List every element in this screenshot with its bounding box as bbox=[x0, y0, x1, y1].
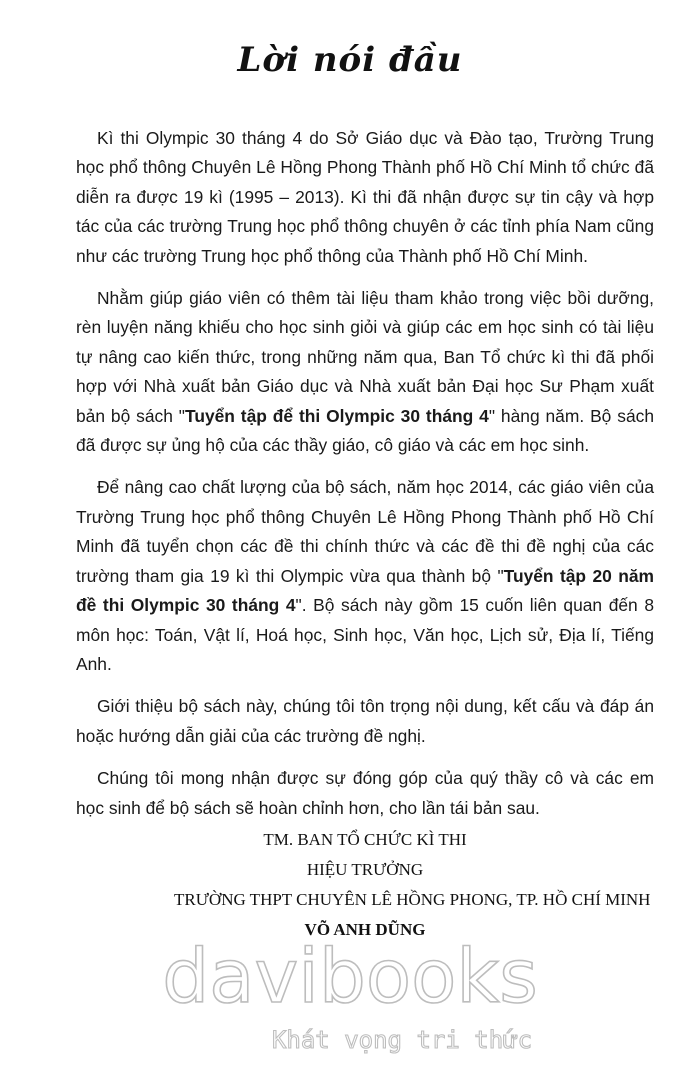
watermark-logo bbox=[140, 930, 560, 1070]
paragraph-2 bbox=[76, 284, 654, 460]
signature-title: HIỆU TRƯỞNG bbox=[306, 860, 424, 879]
preface-body bbox=[76, 124, 654, 836]
book-collection-title: Tuyển tập 20 năm đề thi Olympic 30 tháng 4 bbox=[76, 565, 654, 616]
signature-block bbox=[140, 825, 651, 945]
paragraph-1: Kì thi Olympic 30 tháng 4 do Sở Giáo dục và Đào tạo, Trường Trung học phổ thông Chuyên Lê Hồng Phong Thành phố Hồ Chí Minh tổ chức đã diễn ra được 19 kì (1995 – 2013). Kì thi đã nhận được sự tin cậy và hợp tác của các trường Trung học phổ thông chuyên ở các tỉnh phía Nam cũng như các trường Trung học phổ thông của Thành phố Hồ Chí Minh. bbox=[76, 128, 654, 266]
paragraph-4: Giới thiệu bộ sách này, chúng tôi tôn trọng nội dung, kết cấu và đáp án hoặc hướng dẫn giải của các trường đề nghị. bbox=[76, 696, 654, 746]
signature-name: VÕ ANH DŨNG bbox=[304, 920, 426, 939]
signature-school: TRƯỜNG THPT CHUYÊN LÊ HỒNG PHONG, TP. HỒ CHÍ MINH bbox=[174, 890, 651, 909]
paragraph-5: Chúng tôi mong nhận được sự đóng góp của quý thầy cô và các em học sinh để bộ sách sẽ hoàn chỉnh hơn, cho lần tái bản sau. bbox=[76, 768, 654, 818]
paragraph-3-text-start: Để nâng cao chất lượng của bộ sách, năm học 2014, các giáo viên của Trường Trung học phổ thông Chuyên Lê Hồng Phong Thành phố Hồ Chí Minh đã tuyển chọn các đề thi chính thức và các đề thi đề nghị của các trường tham gia 19 kì thi Olympic vừa qua thành bộ " bbox=[76, 477, 654, 586]
paragraph-3-text-end: ". Bộ sách này gồm 15 cuốn liên quan đến 8 môn học: Toán, Vật lí, Hoá học, Sinh học, Văn học, Lịch sử, Địa lí, Tiếng Anh. bbox=[76, 595, 654, 674]
paragraph-3 bbox=[76, 473, 654, 679]
watermark-tagline-text: Khát vọng tri thức bbox=[271, 1026, 533, 1054]
signature-committee: TM. BAN TỔ CHỨC KÌ THI bbox=[263, 830, 467, 849]
book-series-title: Tuyển tập để thi Olympic 30 tháng 4 bbox=[184, 405, 489, 426]
page-title: Lời nói đầu bbox=[237, 40, 463, 80]
paragraph-2-text-end: " hàng năm. Bộ sách đã được sự ủng hộ của các thầy giáo, cô giáo và các em học sinh. bbox=[76, 405, 654, 456]
paragraph-2-text-start: Nhằm giúp giáo viên có thêm tài liệu tham khảo trong việc bồi dưỡng, rèn luyện năng khiếu cho học sinh giỏi và giúp các em học sinh có tài liệu tự nâng cao kiến thức, trong những năm qua, Ban Tổ chức kì thi đã phối hợp với Nhà xuất bản Giáo dục và Nhà xuất bản Đại học Sư Phạm xuất bản bộ sách " bbox=[76, 288, 654, 426]
watermark-brand-text: davibooks bbox=[162, 934, 538, 1020]
